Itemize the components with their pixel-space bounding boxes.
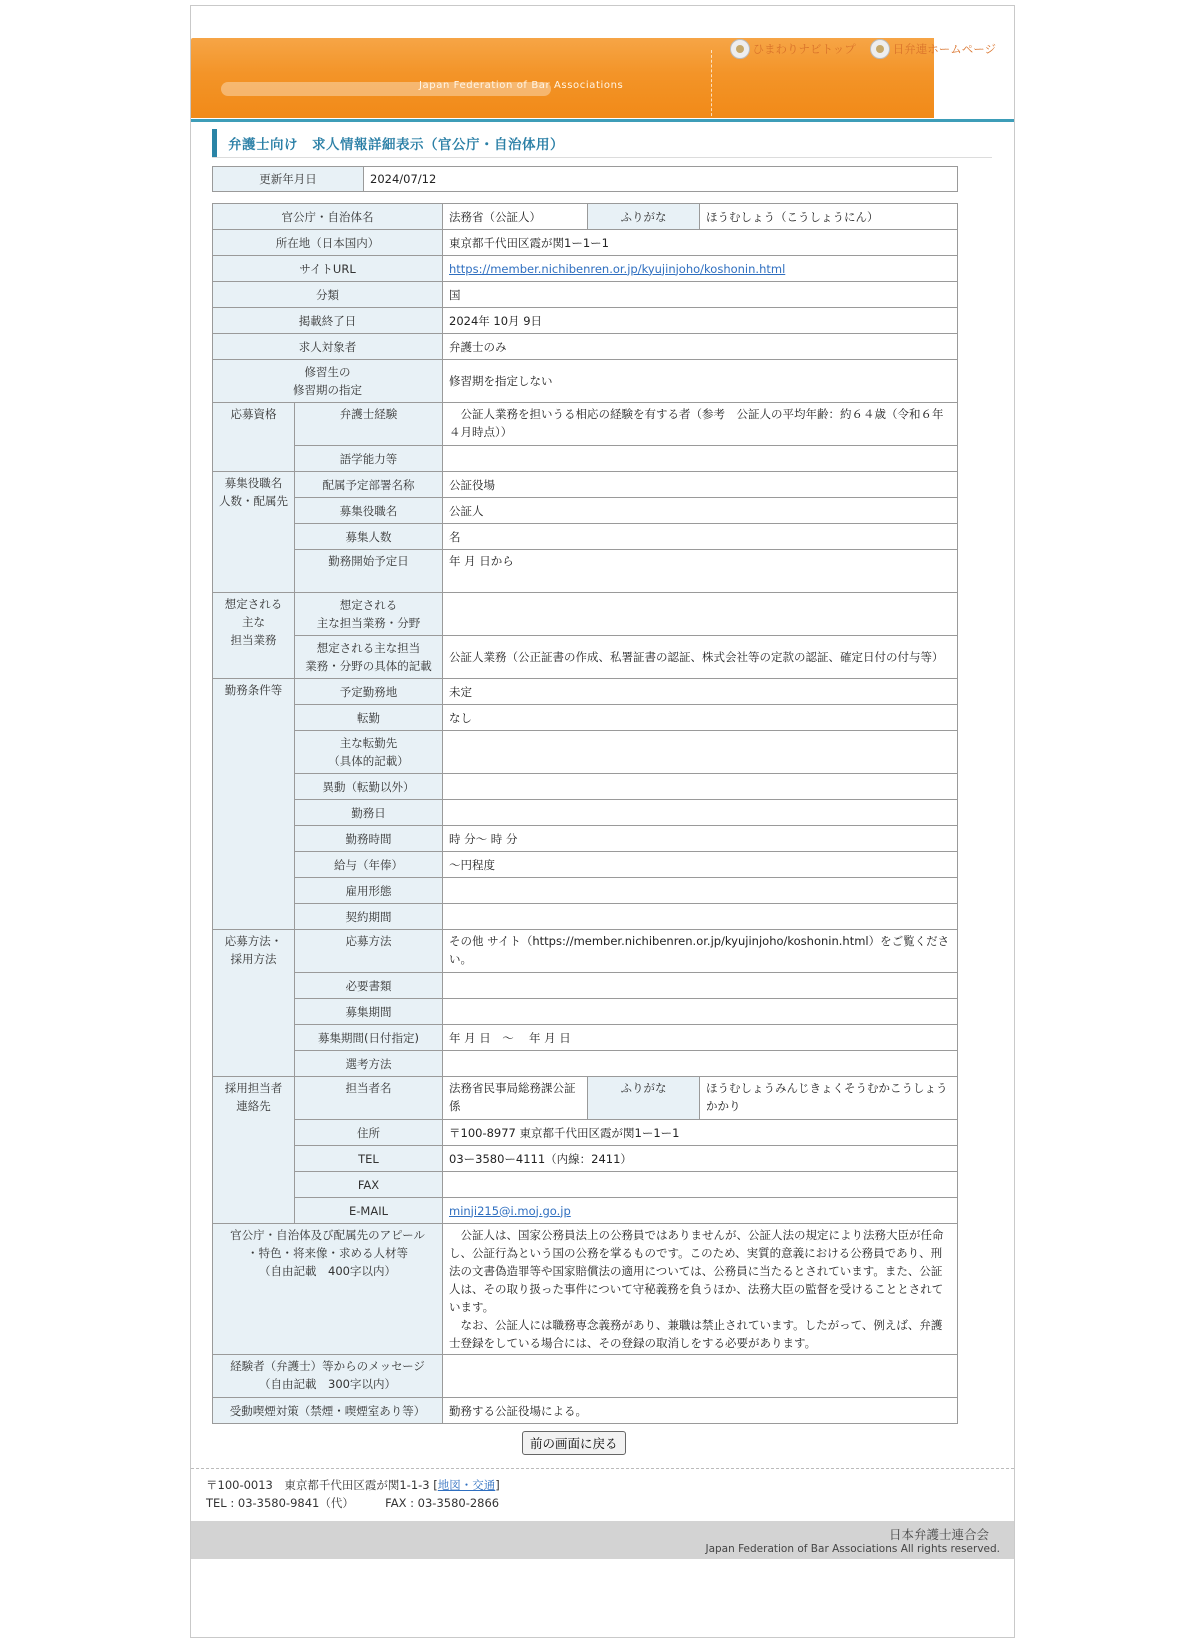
table-row: [213, 878, 958, 904]
person-kana-value: ほうむしょうみんじきょくそうむかこうしょうかかり: [700, 1077, 958, 1120]
method-label: 応募方法: [295, 930, 443, 973]
selection-label: 選考方法: [295, 1051, 443, 1077]
selection-value: [443, 1051, 958, 1077]
table-row: [213, 731, 958, 774]
table-row: [213, 1025, 958, 1051]
place-label: 予定勤務地: [295, 679, 443, 705]
himawari-navi-top-link[interactable]: [730, 38, 856, 60]
duties-detail-label-line1: 想定される主な担当: [316, 641, 421, 655]
table-row: [213, 593, 958, 636]
period-value: [443, 999, 958, 1025]
period-date-value: 年 月 日 〜 年 月 日: [443, 1025, 958, 1051]
updated-table: [212, 166, 958, 192]
appeal-label: [213, 1224, 443, 1355]
agency-kana-value: ほうむしょう（こうしょうにん）: [700, 204, 958, 230]
trainee-label-line1: 修習生の: [304, 365, 351, 379]
dept-value: 公証役場: [443, 472, 958, 498]
contact-address-label: 住所: [295, 1120, 443, 1146]
salary-label: 給与（年俸）: [295, 852, 443, 878]
sunflower-icon: [730, 39, 750, 59]
trainee-label-line2: 修習期の指定: [293, 383, 362, 397]
method-value: その他 サイト（https://member.nichibenren.or.jp/kyujinjoho/koshonin.html）をご覧ください。: [443, 930, 958, 973]
footer-tel: TEL : 03-3580-9841（代）: [206, 1496, 354, 1510]
email-link[interactable]: minji215@i.moj.go.jp: [449, 1203, 571, 1218]
updated-label: 更新年月日: [213, 167, 364, 192]
duties-group-line2: 主な: [242, 615, 265, 629]
table-row: [213, 636, 958, 679]
reassign-value: [443, 774, 958, 800]
table-row: [213, 973, 958, 999]
work-hours-value: 時 分〜 時 分: [443, 826, 958, 852]
work-hours-label: 勤務時間: [295, 826, 443, 852]
footer-address-line: 〒100-0013 東京都千代田区霞が関1-1-3 [地図・交通]: [206, 1478, 500, 1492]
table-row: [213, 472, 958, 498]
job-detail-table: [212, 203, 958, 1424]
table-row: [213, 1398, 958, 1424]
appeal-paragraph-2: なお、公証人には職務専念義務があり、兼職は禁止されています。したがって、例えば、弁護士登録をしている場合には、その登録の取消しをする必要があります。: [449, 1318, 943, 1350]
page-title: 弁護士向け 求人情報詳細表示（官公庁・自治体用）: [228, 137, 564, 153]
language-label: 語学能力等: [295, 446, 443, 472]
contact-address-value: 〒100-8977 東京都千代田区霞が関1ー1ー1: [443, 1120, 958, 1146]
smoking-label: 受動喫煙対策（禁煙・喫煙室あり等）: [213, 1398, 443, 1424]
position-title-label: 募集役職名: [295, 498, 443, 524]
end-date-label: 掲載終了日: [213, 308, 443, 334]
table-row: [213, 1224, 958, 1355]
nichibenren-home-link[interactable]: [870, 38, 996, 60]
transfer-value: なし: [443, 705, 958, 731]
duties-group-label: [213, 593, 295, 679]
message-label-line1: 経験者（弁護士）等からのメッセージ: [230, 1359, 425, 1373]
footer-fax: FAX : 03-3580-2866: [385, 1496, 500, 1510]
table-row: [213, 256, 958, 282]
nichibenren-home-label: 日弁連ホームページ: [892, 42, 996, 56]
qualification-group-label: 応募資格: [213, 403, 295, 472]
category-value: 国: [443, 282, 958, 308]
fax-label: FAX: [295, 1172, 443, 1198]
period-date-label: 募集期間(日付指定): [295, 1025, 443, 1051]
work-days-value: [443, 800, 958, 826]
duties-group-line1: 想定される: [224, 597, 283, 611]
employment-label: 雇用形態: [295, 878, 443, 904]
message-label-line2: （自由記載 300字以内）: [259, 1377, 396, 1391]
himawari-navi-top-label: ひまわりナビトップ: [752, 42, 856, 56]
header-rule: [191, 119, 1014, 122]
footer-phone-line: [206, 1494, 500, 1512]
duties-field-label-line2: 主な担当業務・分野: [316, 616, 421, 630]
place-value: 未定: [443, 679, 958, 705]
target-value: 弁護士のみ: [443, 334, 958, 360]
footer-org-name: 日本弁護士連合会: [888, 1527, 989, 1542]
site-url-link[interactable]: https://member.nichibenren.or.jp/kyujinjoho/koshonin.html: [449, 261, 786, 276]
site-url-cell: [443, 256, 958, 282]
map-access-link[interactable]: 地図・交通: [437, 1478, 496, 1492]
agency-value: 法務省（公証人）: [443, 204, 588, 230]
application-group-line1: 応募方法・: [224, 934, 283, 948]
address-value: 東京都千代田区霞が関1ー1ー1: [443, 230, 958, 256]
title-accent: [212, 129, 217, 157]
table-row: [213, 498, 958, 524]
table-row: [213, 360, 958, 403]
positions-group-label: [213, 472, 295, 593]
table-row: [213, 167, 958, 192]
work-days-label: 勤務日: [295, 800, 443, 826]
appeal-label-line1: 官公庁・自治体及び配属先のアピール: [230, 1228, 425, 1242]
reassign-label: 異動（転勤以外）: [295, 774, 443, 800]
message-value: [443, 1355, 958, 1398]
table-row: [213, 1120, 958, 1146]
appeal-label-line3: （自由記載 400字以内）: [259, 1264, 396, 1278]
start-date-value: 年 月 日から: [443, 550, 958, 593]
table-row: [213, 904, 958, 930]
footer-address: [206, 1476, 500, 1512]
salary-value: 〜円程度: [443, 852, 958, 878]
dept-label: 配属予定部署名称: [295, 472, 443, 498]
smoking-value: 勤務する公証役場による。: [443, 1398, 958, 1424]
docs-value: [443, 973, 958, 999]
trainee-label: [213, 360, 443, 403]
employment-value: [443, 878, 958, 904]
trainee-value: 修習期を指定しない: [443, 360, 958, 403]
table-row: [213, 1077, 958, 1120]
back-button[interactable]: 前の画面に戻る: [522, 1431, 626, 1455]
table-row: [213, 679, 958, 705]
table-row: [213, 852, 958, 878]
table-row: [213, 524, 958, 550]
address-label: 所在地（日本国内）: [213, 230, 443, 256]
start-date-label: 勤務開始予定日: [295, 550, 443, 593]
person-label: 担当者名: [295, 1077, 443, 1120]
tel-value: 03ー3580ー4111（内線：2411）: [443, 1146, 958, 1172]
email-label: E-MAIL: [295, 1198, 443, 1224]
contract-value: [443, 904, 958, 930]
duties-detail-label-line2: 業務・分野の具体的記載: [305, 659, 432, 673]
contact-group-line2: 連絡先: [236, 1099, 271, 1113]
duties-detail-label: [295, 636, 443, 679]
banner-org-name: Japan Federation of Bar Associations: [419, 80, 624, 91]
table-row: [213, 308, 958, 334]
table-row: [213, 282, 958, 308]
contact-group-label: [213, 1077, 295, 1224]
table-row: [213, 705, 958, 731]
position-title-value: 公証人: [443, 498, 958, 524]
table-row: [213, 1146, 958, 1172]
table-row: [213, 1051, 958, 1077]
top-links: [730, 38, 996, 60]
transfer-dest-label: [295, 731, 443, 774]
appeal-value: [443, 1224, 958, 1355]
table-row: [213, 204, 958, 230]
table-row: [213, 550, 958, 593]
transfer-dest-label-line2: （具体的記載）: [328, 754, 409, 768]
count-value: 名: [443, 524, 958, 550]
language-value: [443, 446, 958, 472]
page-title-bar: [212, 129, 992, 158]
category-label: 分類: [213, 282, 443, 308]
table-row: [213, 1198, 958, 1224]
positions-group-line2: 人数・配属先: [219, 494, 288, 508]
experience-value: 公証人業務を担いうる相応の経験を有する者（参考 公証人の平均年齢：約６４歳（令和６年４月時点））: [443, 403, 958, 446]
transfer-dest-label-line1: 主な転勤先: [339, 736, 398, 750]
duties-field-label-line1: 想定される: [339, 598, 398, 612]
footer-divider: [191, 1468, 1014, 1469]
banner-divider: [711, 50, 712, 116]
count-label: 募集人数: [295, 524, 443, 550]
table-row: [213, 800, 958, 826]
email-cell: [443, 1198, 958, 1224]
duties-field-value: [443, 593, 958, 636]
table-row: [213, 403, 958, 446]
person-value: 法務省民事局総務課公証係: [443, 1077, 588, 1120]
duties-group-line3: 担当業務: [230, 633, 277, 647]
table-row: [213, 1355, 958, 1398]
duties-detail-value: 公証人業務（公正証書の作成、私署証書の認証、株式会社等の定款の認証、確定日付の付与等）: [443, 636, 958, 679]
end-date-value: 2024年 10月 9日: [443, 308, 958, 334]
appeal-label-line2: ・特色・将来像・求める人材等: [247, 1246, 408, 1260]
experience-label: 弁護士経験: [295, 403, 443, 446]
appeal-paragraph-1: 公証人は、国家公務員法上の公務員ではありませんが、公証人法の規定により法務大臣が任命し、公証行為という国の公務を掌るものです。このため、実質的意義における公務員であり、刑法の文書偽造罪等や国家賠償法の適用については、公務員に当たるとされています。また、公証人は、その取り扱った事件について守秘義務を負うほか、法務大臣の監督を受けることとされています。: [449, 1228, 944, 1314]
agency-kana-label: ふりがな: [588, 204, 700, 230]
page-container: [190, 5, 1015, 1638]
agency-label: 官公庁・自治体名: [213, 204, 443, 230]
duties-field-label: [295, 593, 443, 636]
footer-bar: [191, 1521, 1014, 1559]
fax-value: [443, 1172, 958, 1198]
transfer-label: 転勤: [295, 705, 443, 731]
tel-label: TEL: [295, 1146, 443, 1172]
table-row: [213, 930, 958, 973]
site-header: [191, 38, 1014, 122]
conditions-group-label: 勤務条件等: [213, 679, 295, 930]
contact-group-line1: 採用担当者: [224, 1081, 283, 1095]
footer-postal-address: 〒100-0013 東京都千代田区霞が関1-1-3: [206, 1478, 430, 1492]
table-row: [213, 334, 958, 360]
application-group-line2: 採用方法: [230, 952, 277, 966]
table-row: [213, 446, 958, 472]
table-row: [213, 230, 958, 256]
transfer-dest-value: [443, 731, 958, 774]
target-label: 求人対象者: [213, 334, 443, 360]
application-group-label: [213, 930, 295, 1077]
contract-label: 契約期間: [295, 904, 443, 930]
home-icon: [870, 39, 890, 59]
footer-copyright: Japan Federation of Bar Associations All rights reserved.: [705, 1543, 1000, 1555]
table-row: [213, 774, 958, 800]
table-row: [213, 999, 958, 1025]
message-label: [213, 1355, 443, 1398]
positions-group-line1: 募集役職名: [224, 476, 283, 490]
updated-value: 2024/07/12: [364, 167, 958, 192]
table-row: [213, 1172, 958, 1198]
table-row: [213, 826, 958, 852]
site-url-label: サイトURL: [213, 256, 443, 282]
docs-label: 必要書類: [295, 973, 443, 999]
period-label: 募集期間: [295, 999, 443, 1025]
person-kana-label: ふりがな: [588, 1077, 700, 1120]
